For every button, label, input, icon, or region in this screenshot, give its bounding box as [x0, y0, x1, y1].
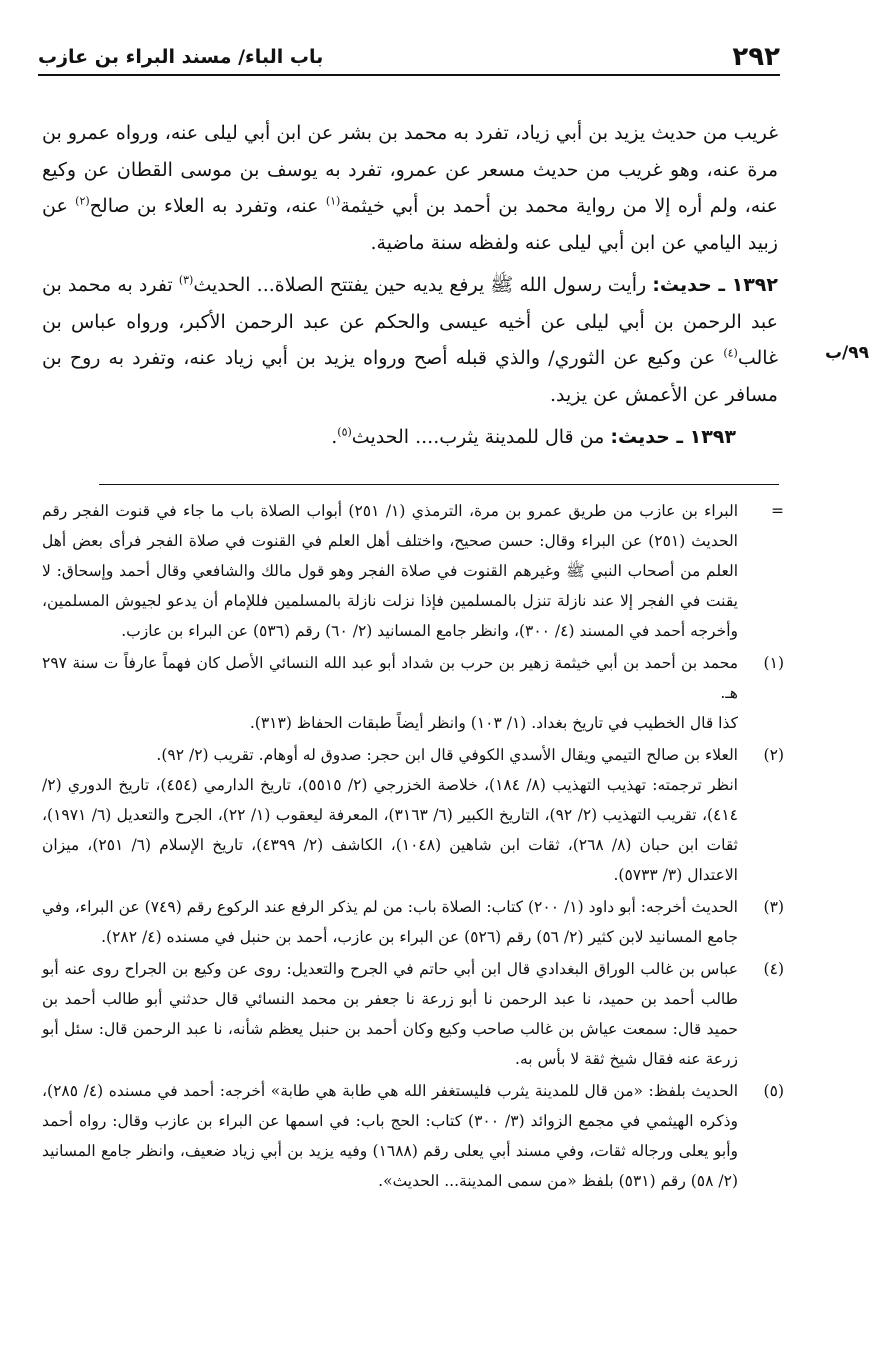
footnote-ref[interactable]: (٢): [75, 194, 90, 208]
text-run: عن زبيد اليامي عن ابن أبي ليلى عنه ولفظه سنة ماضية.: [42, 195, 778, 254]
footnote-ref[interactable]: (١): [325, 194, 341, 208]
footnote: [42, 740, 784, 890]
text-run: غريب من حديث يزيد بن أبي زياد، تفرد به محمد بن بشر عن ابن أبي ليلى عنه، ورواه عمرو بن مرة عنه، وهو غريب من حديث مسعر عن عمرو، تفرد به يوسف بن موسى القطان عن وكيع عنه، ولم أره إلا من رواية محمد بن أحمد بن أبي خيثمة: [42, 122, 778, 217]
footnote-label: (٥): [763, 1082, 784, 1100]
text-run: من قال للمدينة يثرب.... الحديث: [351, 426, 611, 448]
footnote-text: البراء بن عازب من طريق عمرو بن مرة، الترمذي (١/ ٢٥١) أبواب الصلاة باب ما جاء في قنوت الفجر رقم الحديث (٢٥١) عن البراء وقال: حسن صحيح، واختلف أهل العلم في القنوت في صلاة الفجر فرأى بعض أهل العلم من أصحاب النبي ﷺ وغيرهم القنوت في صلاة الفجر وهو قول مالك والشافعي وقال أحمد وإسحاق: لا يقنت في الفجر إلا عند نازلة تنزل بالمسلمين فإذا نزلت نازلة بالمسلمين فللإمام أن يدعو لجيوش المسلمين، وأخرجه أحمد في المسند (٤/ ٣٠٠)، وانظر جامع المسانيد (٢/ ٦٠) رقم (٥٣٦) عن البراء بن عازب.: [42, 502, 738, 640]
footnote-text: الحديث أخرجه: أبو داود (١/ ٢٠٠) كتاب: الصلاة باب: من لم يذكر الرفع عند الركوع رقم (٧٤٩) عن البراء، وفي جامع المسانيد لابن كثير (٢/ ٥٦) رقم (٥٢٦) عن البراء بن عازب، أحمد بن حنبل في مسنده (٤/ ٢٨٢).: [42, 898, 738, 946]
footnote: [42, 648, 784, 738]
footnote-label: (٣): [763, 898, 784, 916]
footnote-label: =: [771, 502, 784, 520]
manuscript-folio-note: ٩٩/ب: [824, 343, 869, 363]
footnote-ref[interactable]: (٣): [178, 273, 194, 287]
footnote-label: (١): [763, 654, 784, 672]
footnote-label: (٤): [763, 960, 784, 978]
text-run: عنه، وتفرد به العلاء بن صالح: [89, 195, 326, 217]
hadith-1393: [42, 419, 778, 456]
main-text: [42, 115, 778, 456]
footnote-text: كذا قال الخطيب في تاريخ بغداد. (١/ ١٠٣) وانظر أيضاً طبقات الحفاظ (٣١٣).: [249, 714, 738, 732]
footnote-text: العلاء بن صالح التيمي ويقال الأسدي الكوفي قال ابن حجر: صدوق له أوهام. تقريب (٢/ ٩٢).: [156, 746, 738, 764]
hadith-1392: [42, 267, 778, 413]
running-header: [38, 40, 780, 76]
footnote-text: محمد بن أحمد بن أبي خيثمة زهير بن حرب بن شداد أبو عبد الله النسائي الأصل كان فهماً عارفاً ت سنة ٢٩٧ هـ.: [42, 654, 738, 702]
running-title: باب الباء/ مسند البراء بن عازب: [38, 46, 324, 68]
footnote: [42, 1076, 784, 1196]
paragraph-1: [42, 115, 778, 261]
footnotes: [42, 496, 784, 1198]
text-run: رأيت رسول الله ﷺ يرفع يديه حين يفتتح الصلاة... الحديث: [193, 274, 653, 296]
text-run: تفرد به محمد بن عبد الرحمن بن أبي ليلى عن أخيه عيسى والحكم عن عبد الرحمن الأكبر، ورواه عباس بن غالب: [42, 274, 778, 369]
hadith-number: ١٣٩٣ ـ حديث:: [610, 426, 736, 448]
text-run: عن وكيع عن الثوري/ والذي قبله أصح ورواه يزيد بن أبي زياد عنه، وتفرد به روح بن مسافر عن الأعمش عن يزيد.: [42, 347, 778, 406]
footnote-text: انظر ترجمته: تهذيب التهذيب (٨/ ١٨٤)، خلاصة الخزرجي (٢/ ٥٥١٥)، تاريخ الدارمي (٤٥٤)، تاريخ الدوري (٢/ ٤١٤)، تقريب التهذيب (٢/ ٩٢)، التاريخ الكبير (٦/ ٣١٦٣)، المعرفة ليعقوب (١/ ٢٢)، الجرح والتعديل (٦/ ١٩٧١)، ثقات ابن حبان (٨/ ٢٦٨)، ثقات ابن شاهين (١٠٤٨)، الكاشف (٢/ ٤٣٩٩)، تاريخ الإسلام (٦/ ٢٥١)، ميزان الاعتدال (٣/ ٥٧٣٣).: [42, 776, 738, 884]
footnote-ref[interactable]: (٥): [337, 425, 352, 439]
page-number: ٢٩٢: [732, 42, 780, 72]
footnote-text: الحديث بلفظ: «من قال للمدينة يثرب فليستغفر الله هي طابة هي طابة» أخرجه: أحمد في مسنده (٤/ ٢٨٥)، وذكره الهيثمي في مجمع الزوائد (٣/ ٣٠٠) كتاب: الحج باب: في اسمها عن البراء بن عازب وقال: رواه أحمد وأبو يعلى ورجاله ثقات، وفي مسند أبي يعلى رقم (١٦٨٨) وفيه يزيد بن أبي زياد ضعيف، وانظر جامع المسانيد (٢/ ٥٨) رقم (٥٣١) بلفظ «من سمى المدينة... الحديث».: [42, 1082, 739, 1190]
footnote-divider: [99, 484, 779, 485]
footnote-text: عباس بن غالب الوراق البغدادي قال ابن أبي حاتم في الجرح والتعديل: روى عن وكيع بن الجراح روى عنه أبو طالب أحمد بن حميد، نا عبد الرحمن نا أبو زرعة نا جعفر بن محمد النسائي قال حدثني أبو طالب أحمد بن حميد قال: سمعت عياش بن غالب صاحب وكيع وكان أحمد بن حنبل يعظم شأنه، نا عبد الرحمن قال: سئل أبو زرعة عنه فقال شيخ ثقة لا بأس به.: [42, 960, 738, 1068]
footnote: [42, 496, 784, 646]
footnote: [42, 954, 784, 1074]
footnote-label: (٢): [763, 746, 784, 764]
footnote: [42, 892, 784, 952]
hadith-number: ١٣٩٢ ـ حديث:: [652, 274, 778, 296]
footnote-ref[interactable]: (٤): [723, 346, 738, 360]
text-run: .: [331, 426, 338, 448]
